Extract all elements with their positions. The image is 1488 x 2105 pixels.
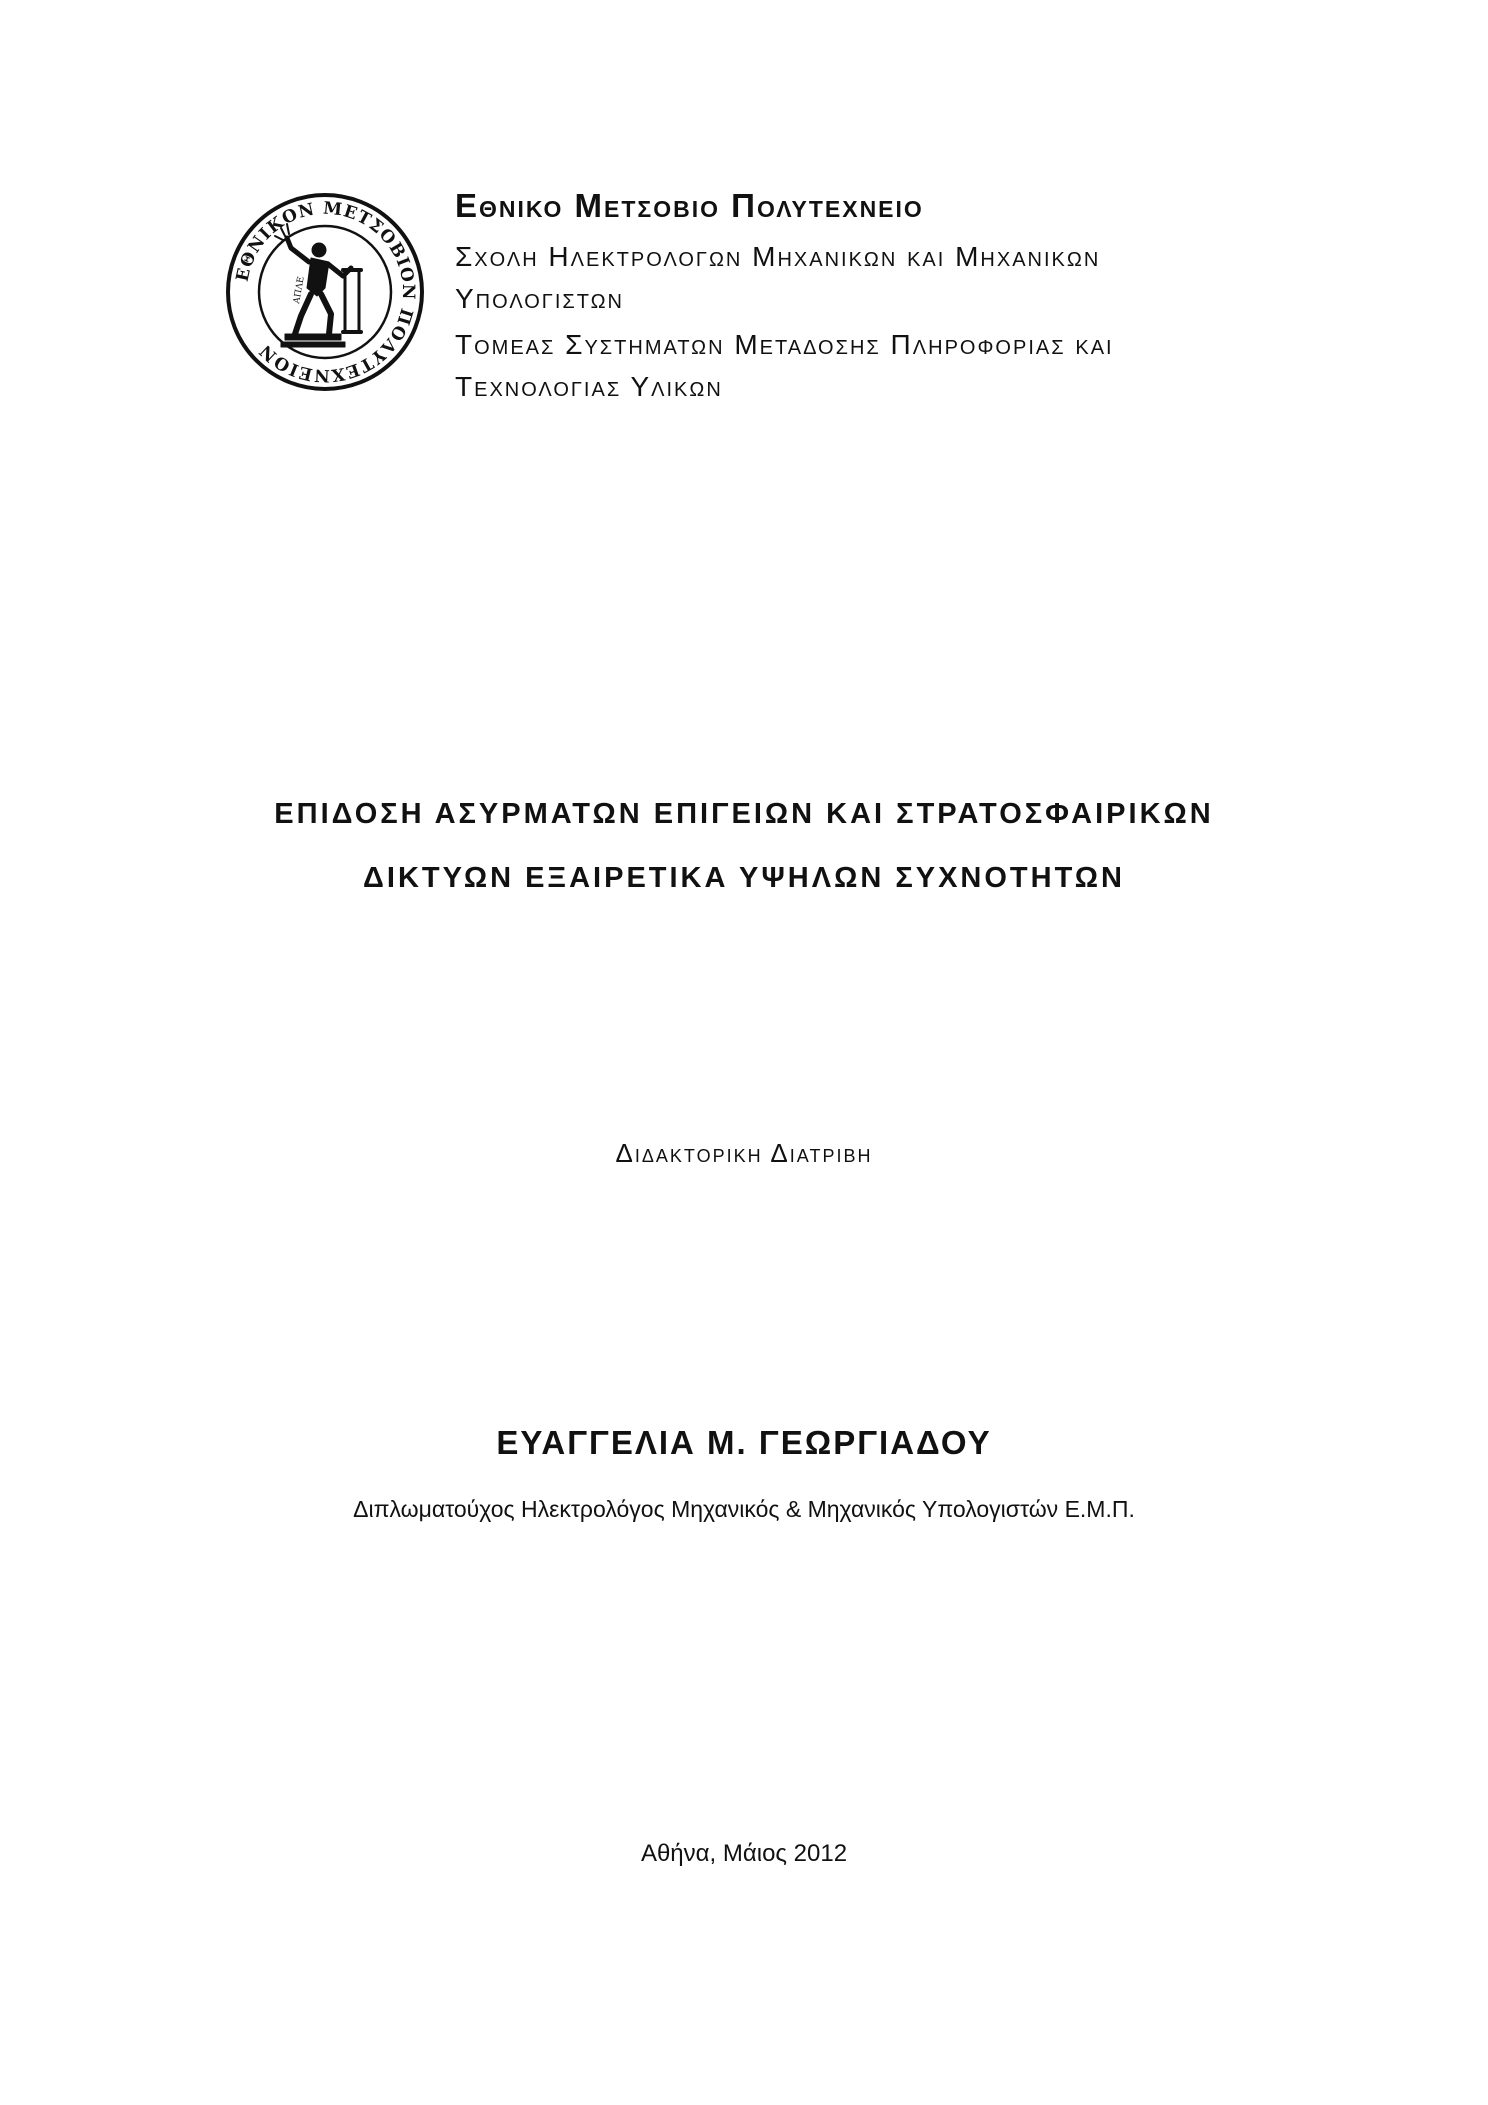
thesis-title-line1: ΕΠΙΔΟΣΗ ΑΣΥΡΜΑΤΩΝ ΕΠΙΓΕΙΩΝ ΚΑΙ ΣΤΡΑΤΟΣΦΑΙΡΙΚΩΝ: [274, 798, 1214, 830]
ntua-seal-icon: [225, 192, 425, 392]
place-and-date: Αθήνα, Μάιος 2012: [640, 1840, 848, 1867]
school-name-line2: Υπολογιστων: [455, 283, 624, 314]
department-name-line2: Τεχνολογιας Υλικων: [455, 371, 723, 402]
department-name-line1: Τομεας Συστηματων Μεταδοσης Πληροφοριας και: [455, 329, 1114, 360]
author-name: ΕΥΑΓΓΕΛΙΑ Μ. ΓΕΩΡΓΙΑΔΟΥ: [496, 1424, 992, 1461]
svg-text:ΑΠΛΕ: ΑΠΛΕ: [292, 275, 307, 305]
university-name: Εθνικο Μετσοβιο Πολυτεχνειο: [455, 187, 924, 224]
school-name-line1: Σχολη Ηλεκτρολογων Μηχανικων και Μηχανικων: [455, 241, 1101, 272]
document-type: Διδακτορικη Διατριβη: [615, 1138, 873, 1168]
department-name: [455, 324, 1275, 408]
author-degree: Διπλωματούχος Ηλεκτρολόγος Μηχανικός & Μηχανικός Υπολογιστών Ε.Μ.Π.: [353, 1496, 1135, 1522]
thesis-title: [0, 782, 1488, 910]
school-name: [455, 236, 1275, 320]
institution-header: [455, 186, 1275, 412]
seal-text: ΕΘΝΙΚΟΝ ΜΕΤΣΟΒΙΟΝ ΠΟΛΥΤΕΧΝΕΙΟΝ: [232, 198, 419, 386]
thesis-title-line2: ΔΙΚΤΥΩΝ ΕΞΑΙΡΕΤΙΚΑ ΥΨΗΛΩΝ ΣΥΧΝΟΤΗΤΩΝ: [363, 862, 1125, 894]
